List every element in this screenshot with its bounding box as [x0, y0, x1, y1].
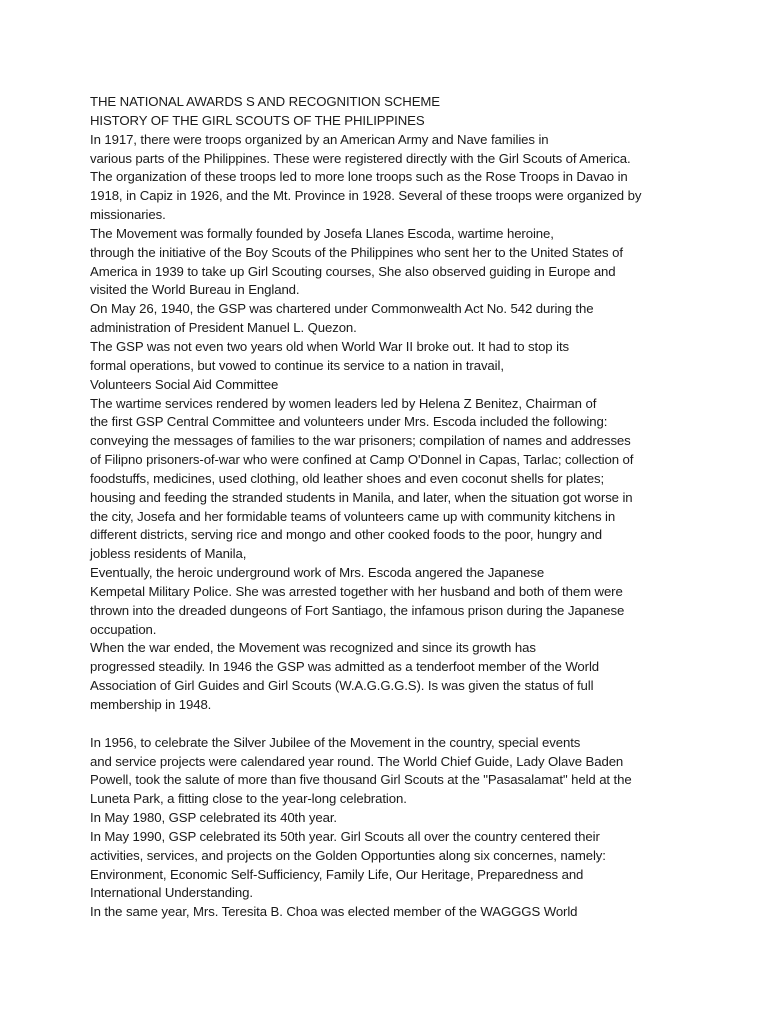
document-subtitle: HISTORY OF THE GIRL SCOUTS OF THE PHILIPPINES	[90, 112, 425, 128]
text-line: foodstuffs, medicines, used clothing, old leather shoes and even coconut shells for plates;	[90, 470, 605, 486]
text-line: different districts, serving rice and mongo and other cooked foods to the poor, hungry and	[90, 527, 602, 543]
text-line: through the initiative of the Boy Scouts of the Philippines who sent her to the United States of	[90, 244, 623, 260]
text-line: America in 1939 to take up Girl Scouting courses, She also observed guiding in Europe and	[90, 263, 616, 279]
text-line: Eventually, the heroic underground work of Mrs. Escoda angered the Japanese	[90, 565, 545, 581]
text-line: missionaries.	[90, 207, 166, 223]
section-heading: Volunteers Social Aid Committee	[90, 376, 279, 392]
text-line: In May 1980, GSP celebrated its 40th year.	[90, 810, 337, 826]
text-line: membership in 1948.	[90, 697, 212, 712]
text-line: Environment, Economic Self-Sufficiency, Family Life, Our Heritage, Preparedness and	[90, 866, 584, 882]
text-line: Luneta Park, a fitting close to the year-long celebration.	[90, 791, 407, 807]
text-line: In the same year, Mrs. Teresita B. Choa was elected member of the WAGGGS World	[90, 904, 578, 920]
text-line: conveying the messages of families to the war prisoners; compilation of names and addresses	[90, 433, 631, 449]
text-line: The Movement was formally founded by Josefa Llanes Escoda, wartime heroine,	[90, 225, 554, 241]
text-line: visited the World Bureau in England.	[90, 282, 300, 298]
text-line: the city, Josefa and her formidable teams of volunteers came up with community kitchens in	[90, 508, 616, 524]
text-line: progressed steadily. In 1946 the GSP was admitted as a tenderfoot member of the World	[90, 659, 600, 675]
text-line: administration of President Manuel L. Quezon.	[90, 320, 357, 336]
text-line: When the war ended, the Movement was recognized and since its growth has	[90, 640, 536, 656]
text-line: occupation.	[90, 621, 157, 637]
text-line: Powell, took the salute of more than five thousand Girl Scouts at the "Pasasalamat" held at the	[90, 772, 632, 788]
text-line: Association of Girl Guides and Girl Scouts (W.A.G.G.G.S). Is was given the status of full	[90, 678, 594, 694]
text-line: thrown into the dreaded dungeons of Fort Santiago, the infamous prison during the Japanese	[90, 602, 625, 618]
text-line: The GSP was not even two years old when World War II broke out. It had to stop its	[90, 338, 569, 354]
text-line: 1918, in Capiz in 1926, and the Mt. Province in 1928. Several of these troops were organized by	[90, 188, 642, 204]
paragraph-break	[90, 715, 690, 734]
text-line: In 1917, there were troops organized by an American Army and Nave families in	[90, 131, 549, 147]
text-line: activities, services, and projects on the Golden Opportunties along six concernes, namely:	[90, 847, 606, 863]
text-line: the first GSP Central Committee and volunteers under Mrs. Escoda included the following:	[90, 414, 608, 430]
text-line: and service projects were calendared year round. The World Chief Guide, Lady Olave Baden	[90, 753, 624, 769]
document-body	[90, 93, 690, 922]
text-line: Kempetal Military Police. She was arrested together with her husband and both of them were	[90, 583, 623, 599]
text-line: The wartime services rendered by women leaders led by Helena Z Benitez, Chairman of	[90, 395, 597, 411]
document-title: THE NATIONAL AWARDS S AND RECOGNITION SCHEME	[90, 94, 440, 109]
text-line: jobless residents of Manila,	[90, 546, 247, 562]
text-line: In May 1990, GSP celebrated its 50th year. Girl Scouts all over the country centered their	[90, 828, 600, 844]
text-line: In 1956, to celebrate the Silver Jubilee of the Movement in the country, special events	[90, 734, 581, 750]
text-line: The organization of these troops led to more lone troops such as the Rose Troops in Davao in	[90, 169, 628, 185]
text-line: formal operations, but vowed to continue its service to a nation in travail,	[90, 357, 504, 373]
text-line: On May 26, 1940, the GSP was chartered under Commonwealth Act No. 542 during the	[90, 301, 594, 317]
text-line: International Understanding.	[90, 885, 253, 901]
text-line: housing and feeding the stranded students in Manila, and later, when the situation got worse in	[90, 489, 633, 505]
text-line: various parts of the Philippines. These were registered directly with the Girl Scouts of America.	[90, 150, 631, 166]
text-line: of Filipno prisoners-of-war who were confined at Camp O'Donnel in Capas, Tarlac; collection of	[90, 452, 634, 468]
